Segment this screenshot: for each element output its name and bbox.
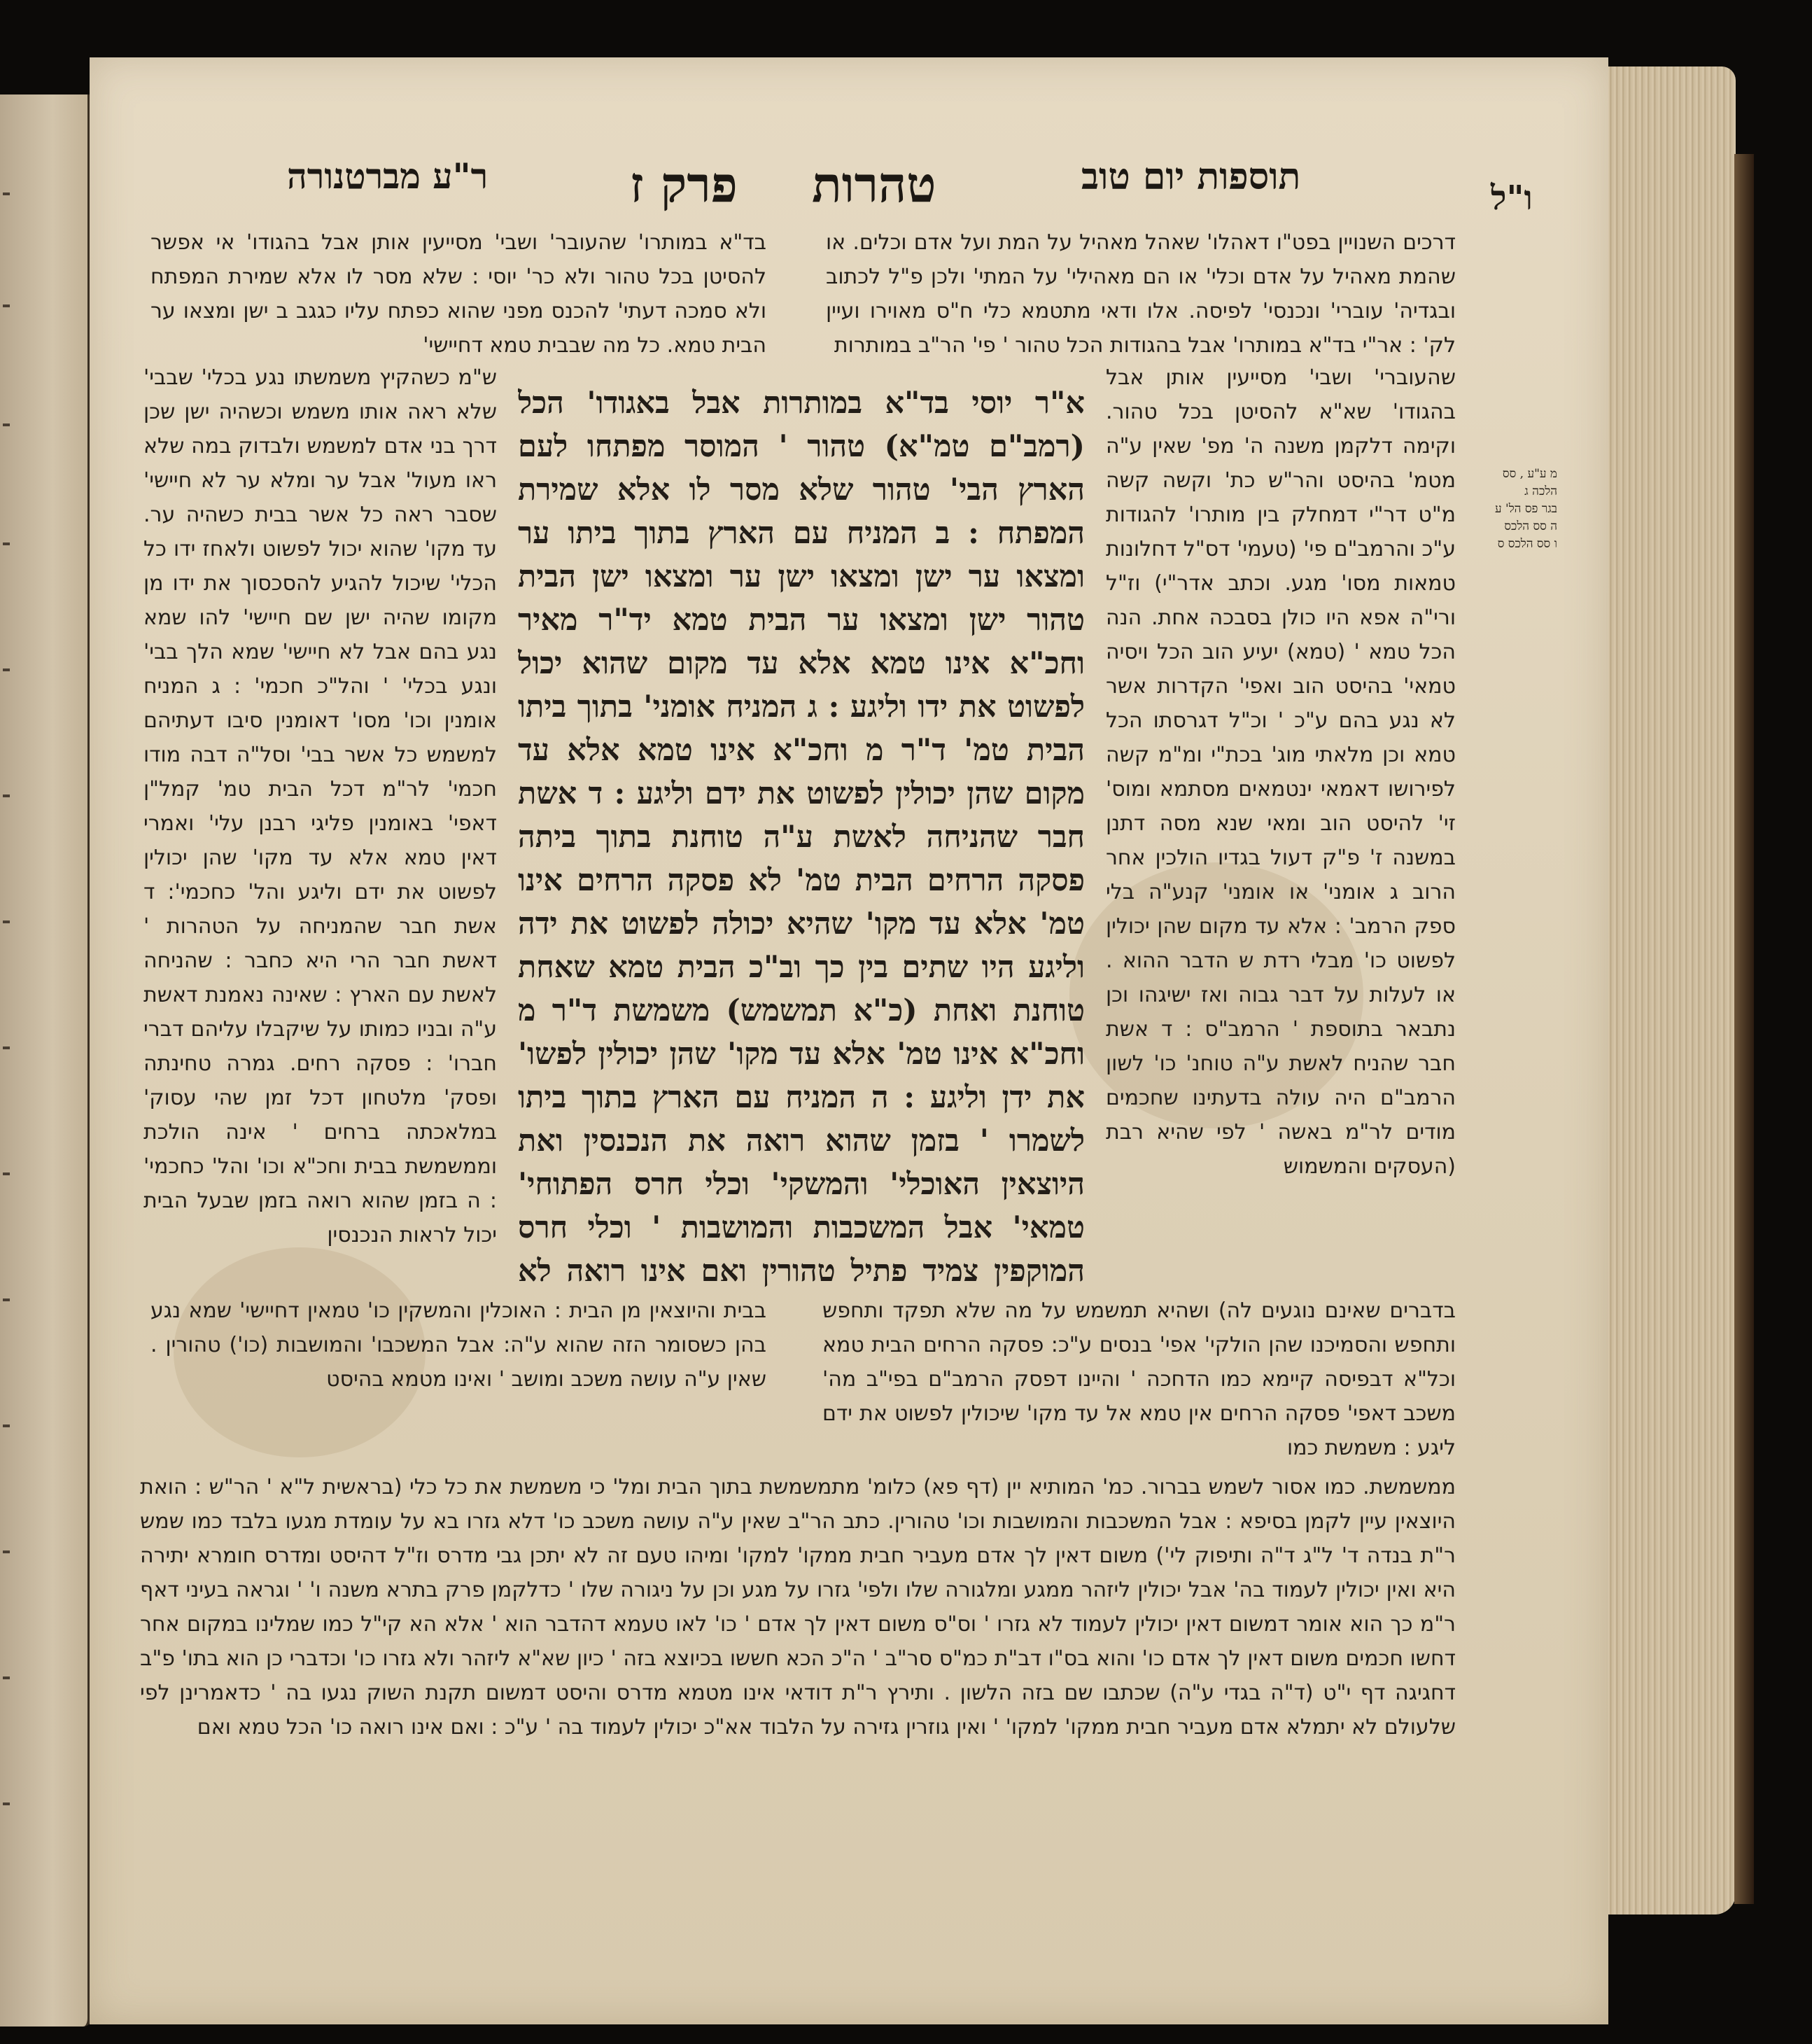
binding-shadow <box>1734 154 1754 1904</box>
facing-page-edge <box>0 94 92 2026</box>
tosafot-top-text: דרכים השנויין בפט"ו דאהלו' שאהל מאהיל על המת ועל אדם וכלים. או שהמת מאהיל על אדם וכלי' או הם מאהילי' על המתי' ולכן פ"ל לכתוב ובגדיה' עוברי' ונכנסי' לפיסה. אלו ודאי מתטמא כלי ח"ס מאוירו ועיין לק' : אר"י בד"א במותרו' אבל בהגודות הכל טהור ' פי' הר"ב במותרות <box>826 230 1456 358</box>
running-head-bartenura: ר"ע מברטנורה <box>287 155 489 197</box>
margin-note: ו סס הלכס ס <box>1497 537 1557 551</box>
running-head-tractate: טהרות <box>812 155 936 214</box>
page-block-edges <box>1606 66 1736 1914</box>
folio-number: ו"ל <box>1491 178 1533 218</box>
footer-commentary-text: ממשמשת. כמו אסור לשמש בברור. כמ' המותיא יין (דף פא) כלומ' מתמשמשת בתוך הבית ומל' כי משמשת את כל כלי (בראשית ל"א ' הר"ש : הואת היוצאין עיין לקמן בסיפא : אבל המשכבות והמושבות וכו' טהורין. כתב הר"ב שאין ע"ה עושה משכב כו' דלא גזרו בא על עומדת מגעו בלבד כמו שמש ר"ת בנדה ד' ל"ג ד"ה ותיפוק לי') משום דאין לך אדם מעביר חבית ממקו' למקו' ומיהו טעם זה לא יתכן גבי מדרס וז"ל דהיסט ומדרס חומרא יתירה היא ואין יכולין לעמוד בה' אבל יכולין ליזהר ממגע ומלגורה שלו ולפי' גזרו על מגע וכן על ניגורה שלו ' כדלקמן פרק בתרא משנה ו' ' וגראה בעיני דאף ר"מ כך הוא אומר דמשום דאין יכולין לעמוד לא גזרו ' וס"ס משום דאין לך אדם ' כו' לאו טעמא דהדבר הוא ' אלא הא קי"ל כמו שמלינו במקום אחר דחשו חכמים משום דאין לך אדם כו' והוא בס"ו דב"ת כמ"ס סר"ב ' ה"כ הכא חששו בכיוצא בזה ' כיון שא"א ליזהר ולא גזרו כו' וכדברי כן הוא בתו' פ"ב דחגיגה דף י"ט (ד"ה בגדי ע"ה) שכתבו שם בזה הלשון . ותירץ ר"ת דודאי אינו מטמא מדרס והיסט דמשום תקנת השוק נגעו בה ' כדאמרינן לפי שלעולם לא יתמלא אדם מעביר חבית ממקו' למקו' ' ואין גוזרין גזירה על הלבוד אא"כ יכולין לעמוד בה ' ע"כ : ואם אינו רואה כו' הכל טמא ואם <box>140 1475 1456 1740</box>
bartenura-top-block <box>150 225 766 363</box>
tosafot-right-text: שהעוברי' ושבי' מסייעין אותן אבל בהגודו' שא"א להסיטן בכל טהור. וקימה דלקמן משנה ה' מפ' שאין ע"ה מטמ' בהיסט והר"ש כת' וקשה קשה מ"ט דר"י דמחלק בין מותרו' להגודות ע"כ והרמב"ם פי' (טעמי' דס"ל דחלונות טמאות מסו' מגע. וכתב אדר"י) וז"ל ורי"ה אפא היו כולן בסבכה אחת. הנה הכל טמא ' (טמא) יעיע הוב הכל ויסיה טמאי' בהיסט הוב ואפי' הקדרות אשר לא נגע בהם ע"כ ' וכ"ל דגרסתו הכל טמא וכן מלאתי מוג' בכת"י ומ"מ קשה לפירושו דאמאי ינטמאים מסתמא ומוס' זי' להיסט הוב ומאי שנא מסה דתנן במשנה ז' פ"ק דעול בגדיו הולכין אחר הרוב ג אומני' או אומני' קנע"ה בלי ספק הרמב' : אלא עד מקום שהן יכולין לפשוט כו' מבלי רדת ש הדבר ההוא . או לעלות על דבר גבוה ואז ישיגהו וכן נתבאר בתוספת ' הרמב"ס : ד אשת חבר שהניח לאשת ע"ה טוחנ' כו' לשון הרמב"ם היה עולה בדעתינו שחכמים מודים לר"מ באשה ' לפי שהיא רבת (העסקים והמשמוש <box>1106 365 1456 1179</box>
mishnah-text-block <box>518 382 1085 1292</box>
bartenura-right-column <box>143 360 497 1298</box>
running-head-tosafot: תוספות יום טוב <box>1081 155 1301 198</box>
margin-note: מ ע"ע , סס <box>1502 467 1557 481</box>
running-head-chapter: פרק ז <box>630 155 738 214</box>
tosafot-bottom-text: בדברים שאינם נוגעים לה) ושהיא תמשמש על מה שלא תפקד ותחפש ותחפש והסמיכנו שהן הולקי' אפי' בנסים ע"כ: פסקה הרחים הבית טמא וכל"א דבפיסה קיימא כמו הדחכה ' והיינו דפסק הרמב"ם בפי"ב מה' משכב דאפי' פסקה הרחים אין טמא אל עד מקו' שיכולין לפשוט את ידם ליגע : משמשת כמו <box>822 1298 1456 1460</box>
margin-note: בגר פס הל' ע <box>1495 502 1557 516</box>
bartenura-top-text: בד"א במותרו' שהעובר' ושבי' מסייעין אותן אבל בהגודו' אי אפשר להסיטן בכל טהור ולא כר' יוסי : שלא מסר לו אלא שמירת המפתח ולא סמכה דעתי' להכנס מפני שהוא כפתח עליו כגגב ב ישן ומצאו ער הבית טמא. כל מה שבבית טמא דחיישי' <box>150 230 766 358</box>
bartenura-bottom-text: בבית והיוצאין מן הבית : האוכלין והמשקין כו' טמאין דחיישי' שמא נגע בהן כשסומר הזה שהוא ע"ה: אבל המשכבו' והמושבות (כו') טהורין . שאין ע"ה עושה משכב ומושב ' ואינו מטמא בהיסט <box>150 1298 766 1392</box>
bartenura-right-text: ש"מ כשהקיץ משמשתו נגע בכלי' שבבי' שלא ראה אותו משמש וכשהיה ישן שכן דרך בני אדם למשמש ולבדוק במה שלא ראו מעול' אבל ער ומלא ער לא חיישי' שסבר ראה כל אשר בבית כשהיה ער. עד מקו' שהוא יכול לפשוט ולאחז ידו כל הכלי' שיכול להגיע להסכסוך את ידו מן מקומו שהיה ישן שם חיישי' להו שמא נגע בהם אבל לא חיישי' שמא הלך בבי' ונגע בכלי' ' והל"כ חכמי' : ג המניח אומנין וכו' מסו' דאומנין סיבו דעתיהם למשמש כל אשר בבי' וסל"ה דבה מודו חכמי' לר"מ דכל הבית טמ' קמל"ן דאפי' באומנין פליגי רבנן עלי' ואמרי דאין טמא אלא עד מקו' שהן יכולין לפשוט את ידם וליגע והל' כחכמי': ד אשת חבר שהמניחה על הטהרות ' דאשת חבר הרי היא כחבר : שהניחה לאשת עם הארץ : שאינה נאמנת דאשת ע"ה ובניו כמותו על שיקבלו עליהם דברי חברו' : פסקה רחים. גמרה טחינתה ופסק' מלטחון דכל זמן שהי עסוק' במלאכתה ברחים ' אינה הולכת וממשמשת בבית וחכ"א וכו' והל' כחכמי' : ה בזמן שהוא רואה בזמן שבעל הבית יכול לראות הנכנסין <box>143 365 497 1247</box>
mishnah-text: א"ר יוסי בד"א במותרות אבל באגודו' הכל (רמב"ם טמ"א) טהור ' המוסר מפתחו לעם הארץ הבי' טהור שלא מסר לו אלא שמירת המפתח : ב המניח עם הארץ בתוך ביתו ער ומצאו ער ישן ומצאו ישן ער ומצאו ישן הבית טהור ישן ומצאו ער הבית טמא יד"ר מאיר וחכ"א אינו טמא אלא עד מקום שהוא יכול לפשוט את ידו וליגע : ג המניח אומני' בתוך ביתו הבית טמ' ד"ר מ וחכ"א אינו טמא אלא עד מקום שהן יכולין לפשוט את ידם וליגע : ד אשת חבר שהניחה לאשת ע"ה טוחנת בתוך ביתה פסקה הרחים הבית טמ' לא פסקה הרחים אינו טמ' אלא עד מקו' שהיא יכולה לפשוט את ידה וליגע היו שתים בין כך וב"כ הבית טמא שאחת טוחנת ואחת (כ"א תמשמש) משמשת ד"ר מ וחכ"א אינו טמ' אלא עד מקו' שהן יכולין לפשו' את ידן וליגע : ה המניח עם הארץ בתוך ביתו לשמרו ' בזמן שהוא רואה את הנכנסין ואת היוצאין האוכלי' והמשקי' וכלי חרס הפתוחי' טמאי' אבל המשכבות והמושבות ' וכלי חרס המוקפין צמיד פתיל טהורין ואם אינו רואה לא <box>518 386 1085 1289</box>
margin-references <box>1459 465 1557 553</box>
tosafot-right-column <box>1106 360 1456 1292</box>
tosafot-bottom-block <box>822 1294 1456 1465</box>
bartenura-bottom-block <box>150 1294 766 1465</box>
tosafot-top-block <box>826 225 1456 363</box>
footer-commentary-block <box>140 1470 1456 1813</box>
margin-note: הלכה ג <box>1524 484 1557 498</box>
margin-note: ה סס הלכס <box>1504 519 1557 533</box>
